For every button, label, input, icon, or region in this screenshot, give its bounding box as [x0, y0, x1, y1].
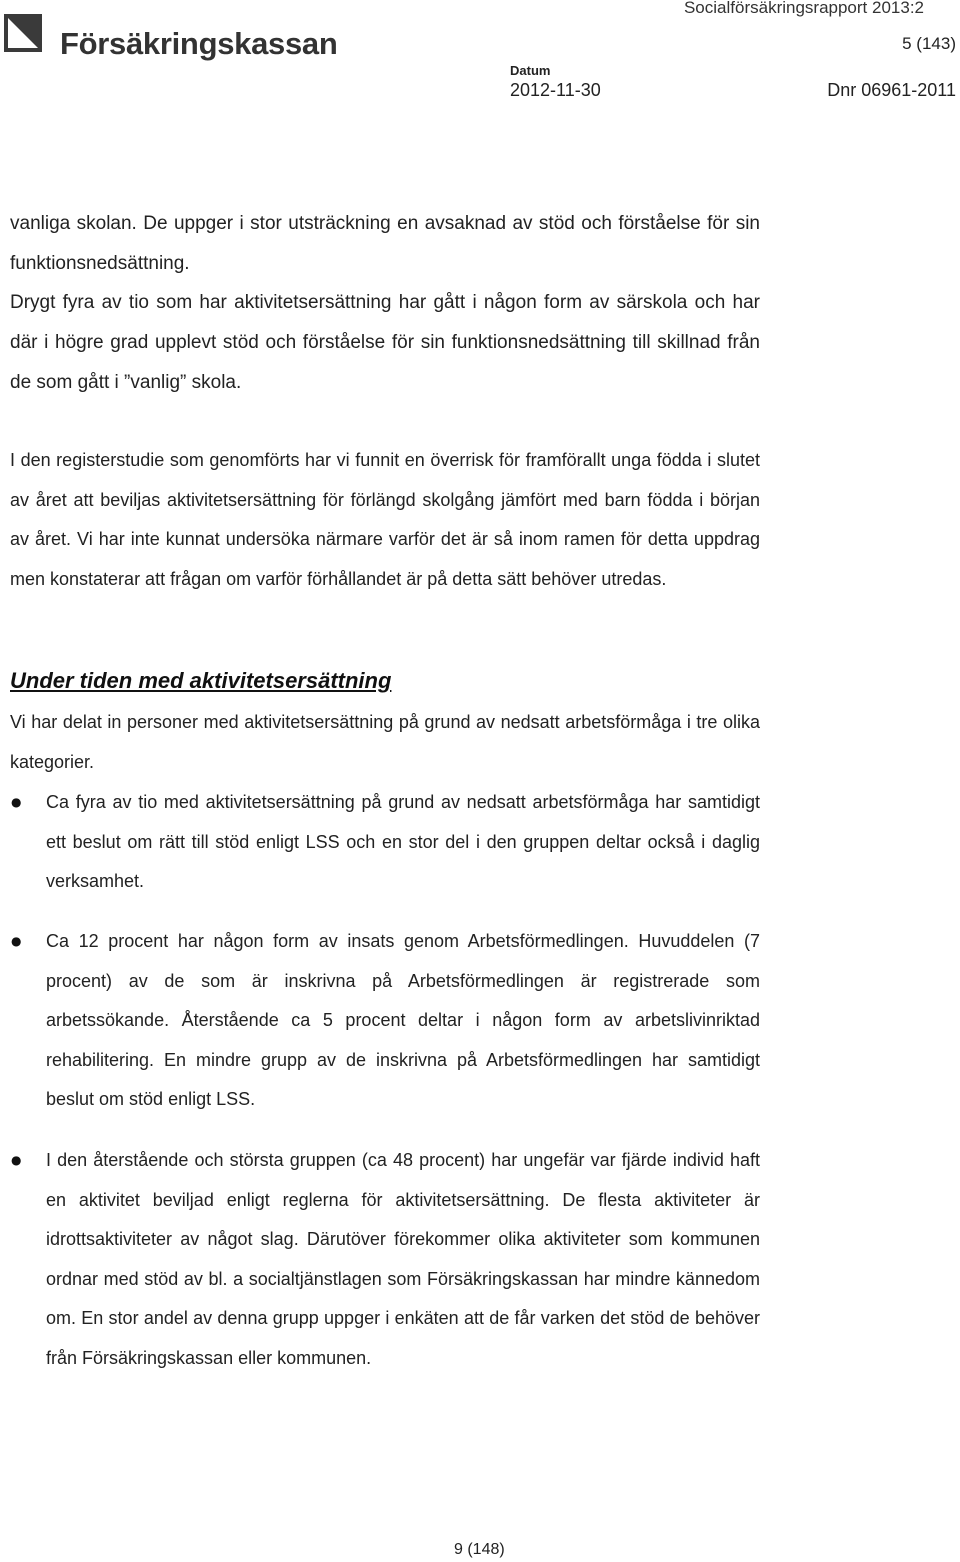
- section-intro: Vi har delat in personer med aktivitetsersättning på grund av nedsatt arbetsförmåga i tre olika kategorier.: [10, 712, 760, 772]
- bullet-icon: ●: [11, 795, 22, 809]
- paragraph-3: I den registerstudie som genomförts har vi funnit en överrisk för framförallt unga födda i slutet av året att beviljas aktivitetsersättning för förlängd skolgång jämfört med barn födda i början av året. Vi har inte kunnat undersöka närmare varför det är så inom ramen för detta uppdrag men konstaterar att frågan om varför förhållandet är på detta sätt behöver utredas.: [10, 450, 760, 589]
- paragraph-2: Drygt fyra av tio som har aktivitetsersättning har gått i någon form av särskola och har där i högre grad upplevt stöd och förståelse för sin funktionsnedsättning till skillnad från de som gått i ”vanlig” skola.: [10, 292, 760, 393]
- bullet-icon: ●: [11, 934, 22, 948]
- list-item: [10, 783, 760, 902]
- list-item: [10, 922, 760, 1120]
- datum-label: Datum: [510, 63, 551, 78]
- logo: [4, 14, 338, 59]
- bullet-icon: ●: [11, 1153, 22, 1167]
- section-heading: Under tiden med aktivitetsersättning: [10, 668, 392, 693]
- page-footer-number: 9 (148): [454, 1541, 505, 1558]
- list-item-text: Ca 12 procent har någon form av insats genom Arbetsförmedlingen. Huvuddelen (7 procent) av de som är inskrivna på Arbetsförmedlingen är registrerade som arbetssökande. Återstående ca 5 procent deltar i någon form av arbetslivinriktad rehabilitering. En mindre grupp av de inskrivna på Arbetsförmedlingen har samtidigt beslut om stöd enligt LSS.: [46, 931, 760, 1109]
- list-item: [10, 1141, 760, 1378]
- diary-number: Dnr 06961-2011: [827, 80, 956, 100]
- forsakringskassan-logo-icon: [4, 14, 42, 52]
- paragraph-1: vanliga skolan. De uppger i stor utsträckning en avsaknad av stöd och förståelse för sin funktionsnedsättning.: [10, 213, 760, 274]
- list-item-text: I den återstående och största gruppen (ca 48 procent) har ungefär var fjärde individ haft en aktivitet beviljad enligt reglerna för aktivitetsersättning. De flesta aktiviteter är idrottsaktiviteter av något slag. Därutöver förekommer olika aktiviteter som kommunen ordnar med stöd av bl. a socialtjänstlagen som Försäkringskassan har mindre kännedom om. En stor andel av denna grupp uppger i enkäten att de får varken det stöd de behöver från Försäkringskassan eller kommunen.: [46, 1150, 760, 1368]
- logo-text: Försäkringskassan: [60, 26, 338, 61]
- datum-value: 2012-11-30: [510, 80, 601, 100]
- report-title: Socialförsäkringsrapport 2013:2: [683, 0, 924, 17]
- page-number-top: 5 (143): [902, 34, 956, 53]
- list-item-text: Ca fyra av tio med aktivitetsersättning på grund av nedsatt arbetsförmåga har samtidigt ett beslut om rätt till stöd enligt LSS och en stor del i den gruppen deltar också i daglig verksamhet.: [46, 792, 760, 891]
